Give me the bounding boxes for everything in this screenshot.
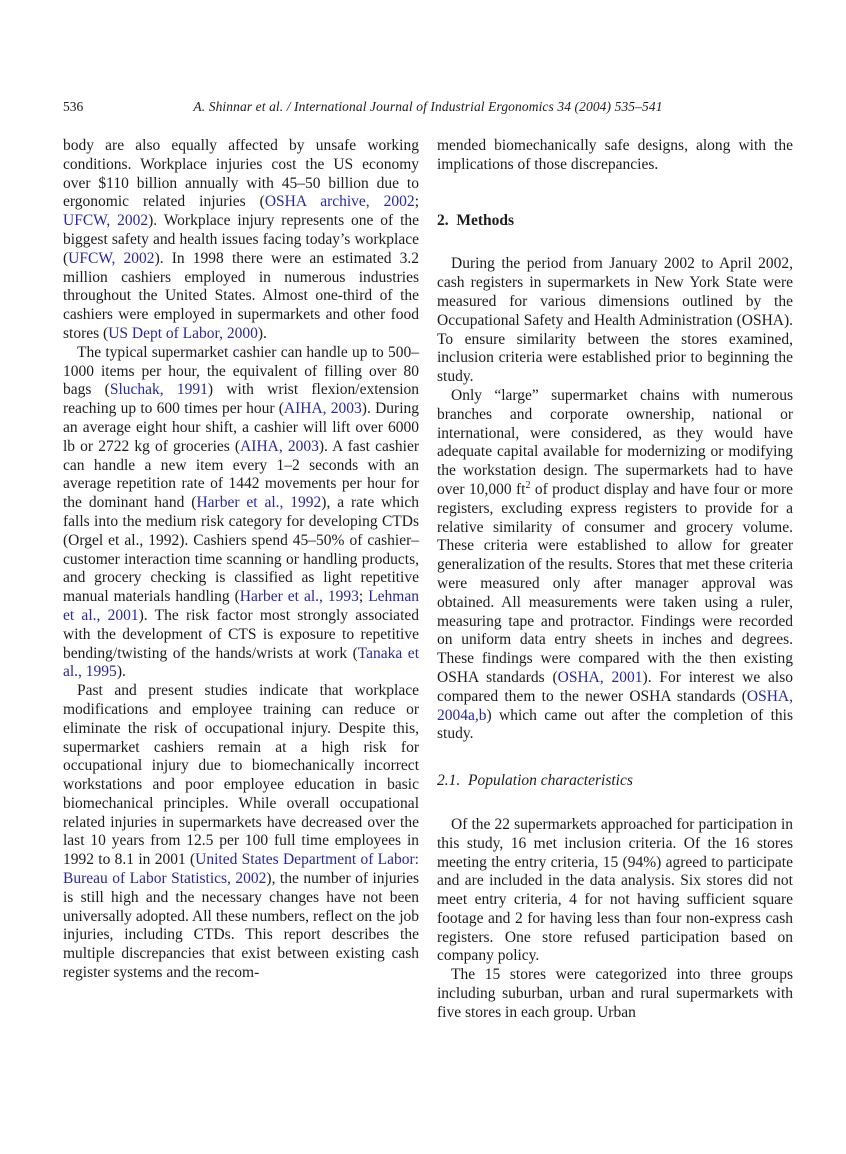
paragraph: The 15 stores were categorized into three groups including suburban, urban and rural supermarkets with five stores in each group. Urban xyxy=(437,966,793,1021)
citation-link[interactable]: Tanaka et al., 1995 xyxy=(63,644,419,681)
citation-link[interactable]: OSHA, 2001 xyxy=(557,668,643,686)
paragraph: Only “large” supermarket chains with numerous branches and corporate ownership, national or international, were considered, as they would have adequate capital available for modernizing or modifying the workstation design. The supermarkets had to have over 10,000 $ft^2$ of product display and have four or more registers, excluding express registers to provide for a relative similarity of consumer and grocery volume. These criteria were established to allow for greater generalization of the results. Stores that met these criteria were measured only after manager approval was obtained. All measurements were taken using a ruler, measuring tape and protractor. Findings were recorded on uniform data entry sheets in inches and degrees. These findings were compared with the then existing OSHA standards (OSHA, 2001). For interest we also compared them to the newer OSHA standards (OSHA, 2004a,b) which came out after the completion of this study. xyxy=(437,386,793,743)
citation-link[interactable]: US Dept of Labor, 2000 xyxy=(108,324,258,342)
column-right xyxy=(437,137,793,1023)
page-number: 536 xyxy=(63,99,84,114)
citation-link[interactable]: OSHA archive, 2002 xyxy=(264,193,415,211)
citation-link[interactable]: AIHA, 2003 xyxy=(283,400,362,418)
paragraph: mended biomechanically safe designs, along with the implications of those discrepancies. xyxy=(437,137,793,173)
superscript: 2 xyxy=(525,479,531,491)
citation-link[interactable]: United States Department of Labor: Bureau of Labor Statistics, 2002 xyxy=(63,851,419,888)
paragraph: During the period from January 2002 to April 2002, cash registers in supermarkets in New York State were measured for various dimensions outlined by the Occupational Safety and Health Administration (OSHA). To ensure similarity between the stores examined, inclusion criteria were established prior to beginning the study. xyxy=(437,255,793,386)
paragraph: body are also equally affected by unsafe working conditions. Workplace injuries cost the US economy over $110 billion annually with 45–50 billion due to ergonomic related injuries (OSHA archive, 2002; UFCW, 2002). Workplace injury represents one of the biggest safety and health issues facing today’s workplace (UFCW, 2002). In 1998 there were an estimated 3.2 million cashiers employed in numerous industries throughout the United States. Almost one-third of the cashiers were employed in supermarkets and other food stores (US Dept of Labor, 2000). xyxy=(63,137,420,342)
page-header xyxy=(63,99,793,119)
citation-link[interactable]: Harber et al., 1992 xyxy=(196,494,322,512)
citation-link[interactable]: Sluchak, 1991 xyxy=(109,381,208,399)
citation-link[interactable]: Lehman et al., 2001 xyxy=(63,588,419,624)
citation-link[interactable]: OSHA, 2004a,b xyxy=(437,687,793,724)
citation-link[interactable]: AIHA, 2003 xyxy=(240,437,319,455)
section-heading: 2. Methods xyxy=(437,211,515,229)
citation-link[interactable]: Harber et al., 1993 xyxy=(239,588,359,606)
paragraph: Past and present studies indicate that workplace modifications and employee training can reduce or eliminate the risk of occupational injury. Despite this, supermarket cashiers remain at a high risk for occupational injury due to biomechanically incorrect workstations and poor employee education in basic biomechanical principles. While overall occupational related injuries in supermarkets have decreased over the last 10 years from 12.5 per 100 full time employees in 1992 to 8.1 in 2001 (United States Department of Labor: Bureau of Labor Statistics, 2002), the number of injuries is still high and the necessary changes have not been universally adopted. All these numbers, reflect on the job injuries, including CTDs. This report describes the multiple discrepancies that exist between existing cash register systems and the recom- xyxy=(63,682,419,982)
article-body xyxy=(63,137,793,1023)
citation-link[interactable]: UFCW, 2002 xyxy=(63,212,149,230)
citation-link[interactable]: UFCW, 2002 xyxy=(68,249,155,267)
running-title: A. Shinnar et al. / International Journal of Industrial Ergonomics 34 (2004) 535–541 xyxy=(193,99,663,114)
subsection-heading: 2.1. Population characteristics xyxy=(437,772,633,790)
paragraph: The typical supermarket cashier can handle up to 500–1000 items per hour, the equivalent of filling over 80 bags (Sluchak, 1991) with wrist flexion/extension reaching up to 600 times per hour (AIHA, 2003). During an average eight hour shift, a cashier will lift over 6000 lb or 2722 kg of groceries (AIHA, 2003). A fast cashier can handle a new item every 1–2 seconds with an average repetition rate of 1442 movements per hour for the dominant hand (Harber et al., 1992), a rate which falls into the medium risk category for developing CTDs (Orgel et al., 1992). Cashiers spend 45–50% of cashier–customer interaction time scanning or handling products, and grocery checking is classified as light repetitive manual materials handling (Harber et al., 1993; Lehman et al., 2001). The risk factor most strongly associated with the development of CTS is exposure to repetitive bending/twisting of the hands/wrists at work (Tanaka et al., 1995). xyxy=(63,343,420,681)
column-left xyxy=(63,137,419,1023)
paragraph: Of the 22 supermarkets approached for participation in this study, 16 met inclusion criteria. Of the 16 stores meeting the entry criteria, 15 (94%) agreed to participate and are included in the data analysis. Six stores did not meet entry criteria, 4 for not having sufficient square footage and 2 for having less than four non-express cash registers. One store refused participation based on company policy. xyxy=(437,815,793,965)
